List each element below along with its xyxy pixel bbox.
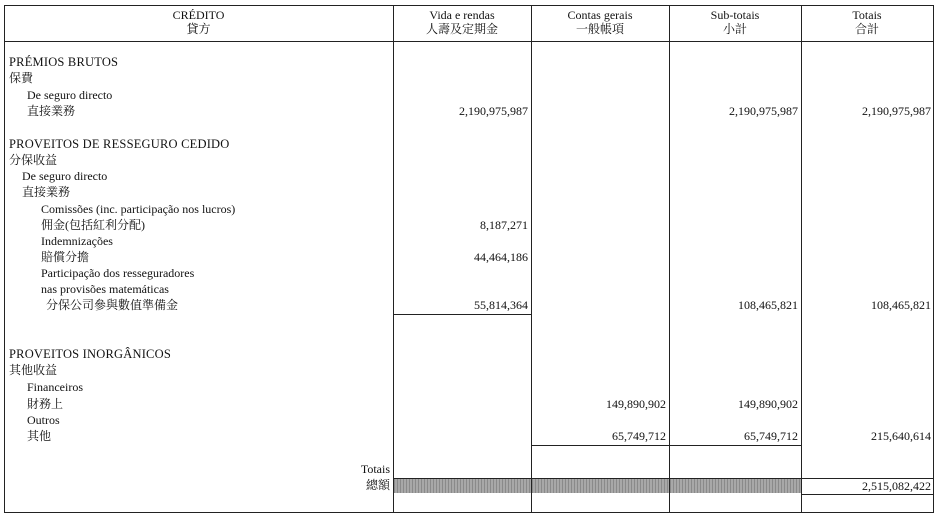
resseguro-total-value: 108,465,821 xyxy=(871,298,931,312)
row-label-zh: 賠償分擔 xyxy=(41,250,90,264)
header-subtotais xyxy=(669,8,801,36)
row-label-zh: 其他 xyxy=(27,429,52,443)
section-title-zh: 保費 xyxy=(9,71,34,85)
fin-sub-value: 149,890,902 xyxy=(738,397,798,411)
shaded-cell xyxy=(532,479,669,493)
resseguro-subtotal-value: 108,465,821 xyxy=(738,298,798,312)
row-label-zh: 佣金(包括紅利分配) xyxy=(41,218,145,232)
vida-subtotal-rule xyxy=(393,314,531,315)
comissoes-vida-value: 8,187,271 xyxy=(480,218,528,232)
header-credit xyxy=(4,8,393,36)
row-label: nas provisões matemáticas xyxy=(41,282,169,296)
premios-vida-value: 2,190,975,987 xyxy=(459,104,528,118)
table-border-bottom xyxy=(4,512,933,513)
row-label: De seguro directo xyxy=(27,88,113,102)
totals-label: Totais xyxy=(360,462,390,476)
indemn-vida-value: 44,464,186 xyxy=(474,250,528,264)
header-contas-zh: 一般帳項 xyxy=(575,22,624,36)
header-totais xyxy=(801,8,933,36)
row-label-zh: 直接業務 xyxy=(22,185,71,199)
header-vida xyxy=(393,8,531,36)
header-divider xyxy=(4,41,933,42)
particip-vida-value: 55,814,364 xyxy=(474,298,528,312)
header-tot-zh: 合計 xyxy=(854,22,879,36)
premios-subtotal-value: 2,190,975,987 xyxy=(729,104,798,118)
table-border-top xyxy=(4,5,933,6)
row-label: Participação dos resseguradores xyxy=(41,266,195,280)
row-label-zh: 分保公司參與數值準備金 xyxy=(46,298,179,312)
header-contas-pt: Contas gerais xyxy=(567,8,633,22)
header-sub-zh: 小計 xyxy=(722,22,747,36)
shaded-cell xyxy=(394,479,531,493)
fin-contas-value: 149,890,902 xyxy=(606,397,666,411)
table-border-left xyxy=(4,5,5,513)
contas-subtotal-rule xyxy=(531,445,669,446)
table-border-right xyxy=(933,5,934,513)
header-vida-zh: 人壽及定期金 xyxy=(425,22,498,36)
row-label: De seguro directo xyxy=(22,169,108,183)
header-tot-pt: Totais xyxy=(852,8,882,22)
row-label: Outros xyxy=(27,413,60,427)
outros-contas-value: 65,749,712 xyxy=(612,429,666,443)
grand-total-value: 2,515,082,422 xyxy=(862,479,931,493)
section-title: PROVEITOS INORGÂNICOS xyxy=(9,347,171,361)
row-label: Financeiros xyxy=(27,380,83,394)
premios-total-value: 2,190,975,987 xyxy=(862,104,931,118)
totals-underline xyxy=(801,494,933,495)
header-sub-pt: Sub-totais xyxy=(710,8,760,22)
header-vida-pt: Vida e rendas xyxy=(429,8,495,22)
section-title: PRÉMIOS BRUTOS xyxy=(9,55,119,69)
header-credit-zh: 貸方 xyxy=(186,22,211,36)
outros-sub-value: 65,749,712 xyxy=(744,429,798,443)
row-label: Indemnizações xyxy=(41,234,113,248)
shaded-cell xyxy=(670,479,801,493)
row-label: Comissões (inc. participação nos lucros) xyxy=(41,202,236,216)
header-contas xyxy=(531,8,669,36)
section-title-zh: 其他收益 xyxy=(9,363,58,377)
totals-label-zh: 總額 xyxy=(365,478,390,492)
header-credit-pt: CRÉDITO xyxy=(172,8,225,22)
row-label-zh: 財務上 xyxy=(27,397,64,411)
inorganicos-total-value: 215,640,614 xyxy=(871,429,931,443)
sub-subtotal-rule xyxy=(669,445,801,446)
section-title-zh: 分保收益 xyxy=(9,153,58,167)
section-title: PROVEITOS DE RESSEGURO CEDIDO xyxy=(9,137,230,151)
row-label-zh: 直接業務 xyxy=(27,104,76,118)
